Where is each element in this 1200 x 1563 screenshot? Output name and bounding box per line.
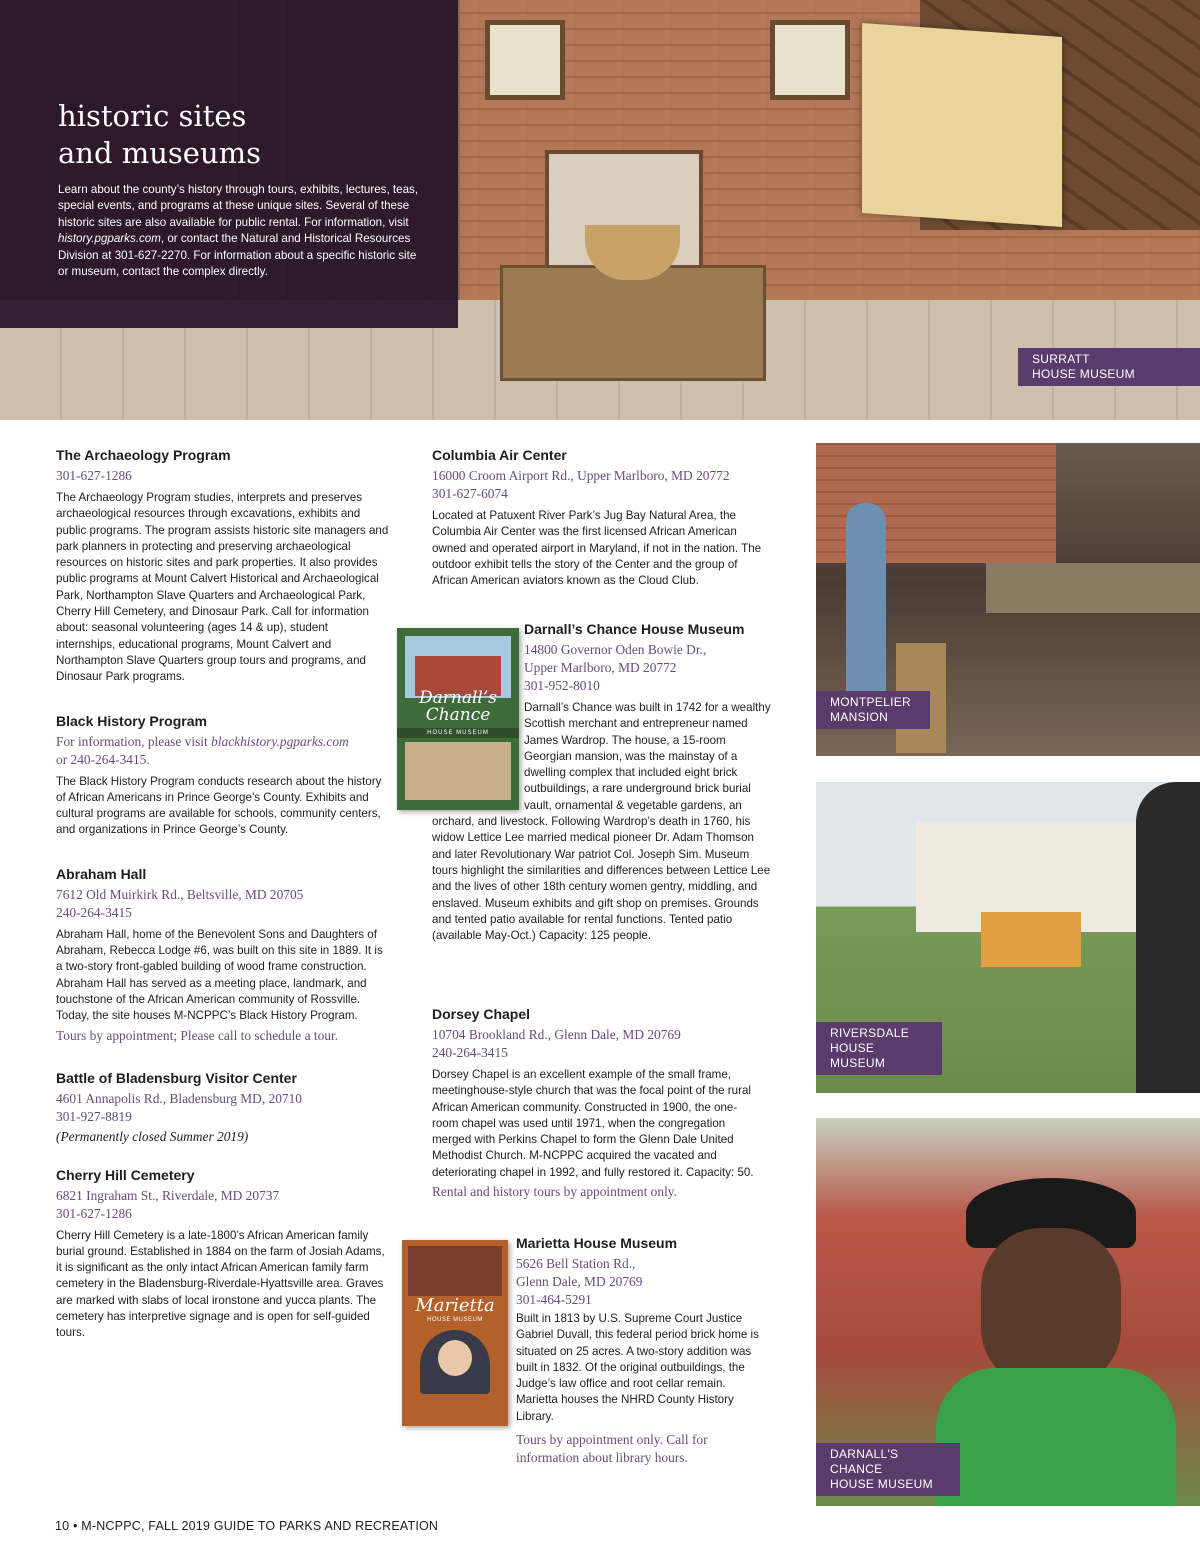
portrait-face	[438, 1340, 472, 1376]
entry-title: Marietta House Museum	[516, 1235, 678, 1251]
child-face	[981, 1228, 1121, 1388]
address: 6821 Ingraham St., Riverdale, MD 20737	[56, 1187, 280, 1203]
address: 5626 Bell Station Rd., Glenn Dale, MD 20769	[516, 1256, 643, 1289]
tour-note: Tours by appointment only. Call for information about library hours.	[516, 1432, 708, 1466]
attic-window-left	[485, 20, 565, 100]
entry-description: Located at Patuxent River Park’s Jug Bay Natural Area, the Columbia Air Center was the first licensed African American owned and operated airport in Maryland, if not in the nation. The outdoor exhibit tells the story of the Center and the group of African American aviators known as the Cloud Club.	[432, 509, 762, 588]
entry-bladensburg	[56, 1069, 390, 1146]
entry-description: The Archaeology Program studies, interprets and preserves archaeological resources through excavations, exhibits and public programs. The program assists historic site managers and park planners in protecting and preserving archaeological resources on historic sites and park properties. It also provides public programs at Mount Calvert Historical and Archaeological Park, Northampton Slave Quarters and Archaeological Park, Cherry Hill Cemetery, and Dinosaur Park. Call for information about: seasonal volunteering (ages 14 & up), student internships, educational programs, Mount Calvert and Northampton Slave Quarters group tours and programs, and Dinosaur Park programs.	[56, 491, 389, 684]
photo-montpelier-mansion	[816, 443, 1200, 756]
exhibit-sign	[862, 23, 1062, 227]
caption-surratt: SURRATT HOUSE MUSEUM	[1018, 348, 1200, 386]
phone: 301-627-1286	[56, 1205, 132, 1221]
photo-darnalls-chance	[816, 1118, 1200, 1506]
entry-title: The Archaeology Program	[56, 447, 231, 463]
entry-title: Darnall’s Chance House Museum	[524, 621, 745, 637]
address: 10704 Brookland Rd., Glenn Dale, MD 20769	[432, 1027, 681, 1042]
entry-dorsey-chapel	[432, 1005, 762, 1201]
house-photo	[408, 1246, 502, 1296]
entry-title: Dorsey Chapel	[432, 1006, 531, 1022]
entry-title: Battle of Bladensburg Visitor Center	[56, 1069, 297, 1086]
entry-description: The Black History Program conducts research about the history of African Americans in Prince George’s County. Exhibits and cultural programs are available for schools, community centers, and organizations in Prince George’s County.	[56, 774, 382, 837]
entry-description: Built in 1813 by U.S. Supreme Court Justice Gabriel Duvall, this federal period brick home is situated on 25 acres. A two-story addition was built in 1832. Of the original outbuildings, the Judge’s law office and root cellar remain. Marietta houses the NHRD County History Library.	[516, 1312, 759, 1423]
cover-subtitle: HOUSE MUSEUM	[427, 1317, 483, 1323]
outdoor-screen	[981, 912, 1081, 967]
address: 4601 Annapolis Rd., Bladensburg MD, 20710	[56, 1090, 302, 1106]
caption-montpelier: MONTPELIER MANSION	[816, 691, 930, 729]
caption-riversdale: RIVERSDALE HOUSE MUSEUM	[816, 1022, 942, 1075]
marietta-calendar-cover	[402, 1240, 508, 1426]
entry-title: Columbia Air Center	[432, 447, 567, 463]
person-blue-dress	[846, 503, 886, 723]
phone: 240-264-3415	[432, 1045, 508, 1060]
phone: 301-927-8819	[56, 1108, 132, 1124]
tour-note: Rental and history tours by appointment only.	[432, 1184, 677, 1200]
photo-riversdale-house	[816, 782, 1200, 1093]
entry-cherry-hill	[56, 1166, 390, 1342]
entry-columbia-air-center	[432, 446, 772, 589]
entry-archaeology	[56, 446, 390, 686]
blackhistory-link[interactable]: blackhistory.pgparks.com	[211, 733, 349, 749]
entry-title: Black History Program	[56, 712, 207, 729]
attic-window-right	[770, 20, 850, 100]
phone: 240-264-3415	[56, 904, 132, 920]
entry-marietta-house	[516, 1234, 770, 1467]
cover-title: Marietta	[415, 1295, 495, 1316]
cover-title: Darnall’s Chance	[419, 688, 497, 725]
caption-darnalls: DARNALL'S CHANCE HOUSE MUSEUM	[816, 1443, 960, 1496]
entry-abraham-hall	[56, 865, 390, 1045]
closed-note: (Permanently closed Summer 2019)	[56, 1128, 249, 1144]
entry-description: Darnall’s Chance was built in 1742 for a wealthy Scottish merchant and entrepreneur named James Wardrop. The house, a 15-room Georgian mansion, was the mainstay of a dwelling complex that included eight brick outbuildings, a rare underground brick burial vault, ornamental & vegetable gardens, an orchard, and livestock. Following Wardrop’s death in 1760, his widow Lettice Lee married medical pioneer Dr. Adam Thomson and later Revolutionary War patriot Col. Joseph Sim. Museum tours highlight the similarities and differences between Lettice Lee and the lives of other 18th century women gentry, middling, and enslaved. Museum exhibits and gift shop on premises. Grounds and tented patio available for rental functions. Tented patio (available May-Oct.) Capacity: 125 people.	[432, 701, 771, 943]
entry-darnalls-chance	[432, 620, 772, 944]
wooden-chest	[500, 265, 766, 381]
tour-note: Tours by appointment; Please call to schedule a tour.	[56, 1027, 339, 1043]
phone: 301-464-5291	[516, 1292, 592, 1307]
entry-description: Cherry Hill Cemetery is a late-1800’s African American family burial ground. Established in 1884 on the farm of Josiah Adams, it is significant as the only intact African American family farm cemetery in the Bladensburg-Riverdale-Hyattsville area. Graves are marked with slabs of local ironstone and yucca plants. The cemetery has interpretive signage and is open for self-guided tours.	[56, 1228, 385, 1340]
history-link[interactable]: history.pgparks.com	[58, 232, 161, 246]
left-column	[56, 446, 390, 1342]
entry-black-history	[56, 712, 390, 839]
entry-description: Abraham Hall, home of the Benevolent Sons and Daughters of Abraham, Rebecca Lodge #6, was built on this site in 1889. It is a two-story front-gabled building of wood frame construction. Abraham Hall has served as a meeting place, landmark, and touchstone of the African American community of Rossville. Today, the site houses M-NCPPC’s Black History Program.	[56, 927, 383, 1023]
entry-description: Dorsey Chapel is an excellent example of the small frame, meetinghouse-style church that was the focal point of the rural African American community. Constructed in 1900, the one-room chapel was used until 1971, when the congregation merged with Perkins Chapel to form the Glenn Dale United Methodist Church. M-NCPPC acquired the vacated and deteriorating chapel in 1992, and fully restored it. Capacity: 50.	[432, 1068, 754, 1179]
address: 14800 Governor Oden Bowie Dr., Upper Marlboro, MD 20772	[524, 642, 707, 675]
page-title: historic sites and museums	[58, 99, 262, 170]
phone: 301-627-1286	[56, 468, 132, 483]
phone: 301-952-8010	[524, 678, 600, 693]
person-foreground	[1136, 782, 1200, 1093]
address: 7612 Old Muirkirk Rd., Beltsville, MD 20705	[56, 886, 304, 902]
phone: 301-627-6074	[432, 486, 508, 501]
entry-title: Cherry Hill Cemetery	[56, 1166, 195, 1183]
address: 16000 Croom Airport Rd., Upper Marlboro, MD 20772	[432, 468, 730, 483]
entry-title: Abraham Hall	[56, 865, 147, 882]
page-footer: 10 • M-NCPPC, FALL 2019 GUIDE TO PARKS AND RECREATION	[55, 1519, 439, 1533]
table	[986, 563, 1200, 613]
contact-info: For information, please visit blackhistory.pgparks.com or 240-264-3415.	[56, 733, 349, 767]
cover-subtitle: HOUSE MUSEUM	[397, 728, 519, 738]
page-intro: Learn about the county’s history through tours, exhibits, lectures, teas, special events, and programs at these unique sites. Several of these historic sites are also available for public rental. For information, visit history.pgparks.com, or contact the Natural and Historical Resources Division at 301-627-2270. For information about a specific historic site or museum, contact the complex directly.	[58, 183, 419, 279]
green-jacket	[936, 1368, 1176, 1506]
